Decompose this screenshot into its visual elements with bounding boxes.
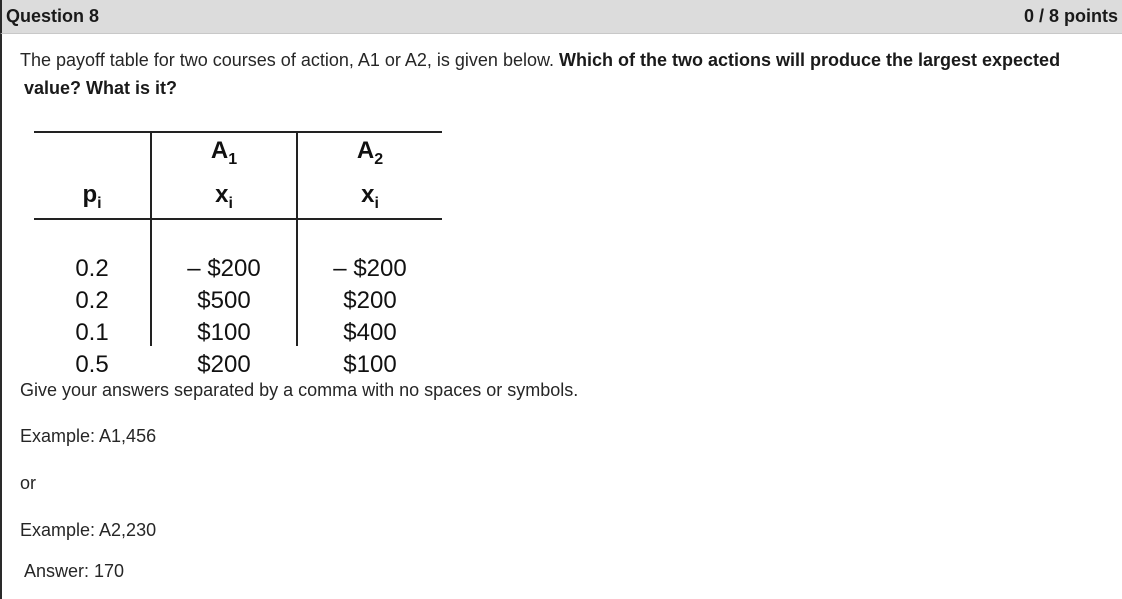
payoff-table	[34, 131, 442, 378]
table-cell: $200	[197, 351, 251, 378]
table-var-p: $p_i$	[82, 181, 102, 212]
table-cell: 0.5	[75, 351, 109, 378]
table-var-x2: $x_i$	[361, 181, 379, 212]
table-header-a2: $A_2$	[356, 137, 384, 168]
question-title: Question 8	[6, 6, 100, 26]
table-cell: $200	[343, 287, 397, 314]
question-content	[0, 34, 1122, 599]
answer-instructions: Give your answers separated by a comma with no spaces or symbols.	[20, 380, 579, 400]
question-intro: The payoff table for two courses of action, A1 or A2, is given below.	[20, 50, 559, 70]
question-bold-line1: Which of the two actions will produce the largest expected	[558, 50, 1061, 70]
table-top-rule	[34, 131, 442, 133]
table-cell: $400	[343, 319, 397, 346]
table-cell: 0.1	[75, 319, 109, 346]
question-points: 0 / 8 points	[1023, 6, 1118, 26]
question-bold-line2: value? What is it?	[24, 78, 178, 98]
table-cell: – $200	[187, 255, 261, 282]
table-cell: $100	[197, 319, 251, 346]
example-2: Example: A2,230	[20, 520, 157, 540]
table-cell: 0.2	[75, 255, 109, 282]
example-1: Example: A1,456	[20, 426, 157, 446]
table-header-a1: $A_1$	[210, 137, 238, 168]
question-prompt	[20, 46, 1114, 102]
table-cell: 0.2	[75, 287, 109, 314]
or-text: or	[20, 473, 37, 493]
table-cell: – $200	[333, 255, 407, 282]
table-cell: $100	[343, 351, 397, 378]
answer-text: Answer: 170	[24, 561, 125, 581]
table-cell: $500	[197, 287, 251, 314]
table-var-x1: $x_i$	[215, 181, 233, 212]
question-header	[0, 0, 1122, 34]
